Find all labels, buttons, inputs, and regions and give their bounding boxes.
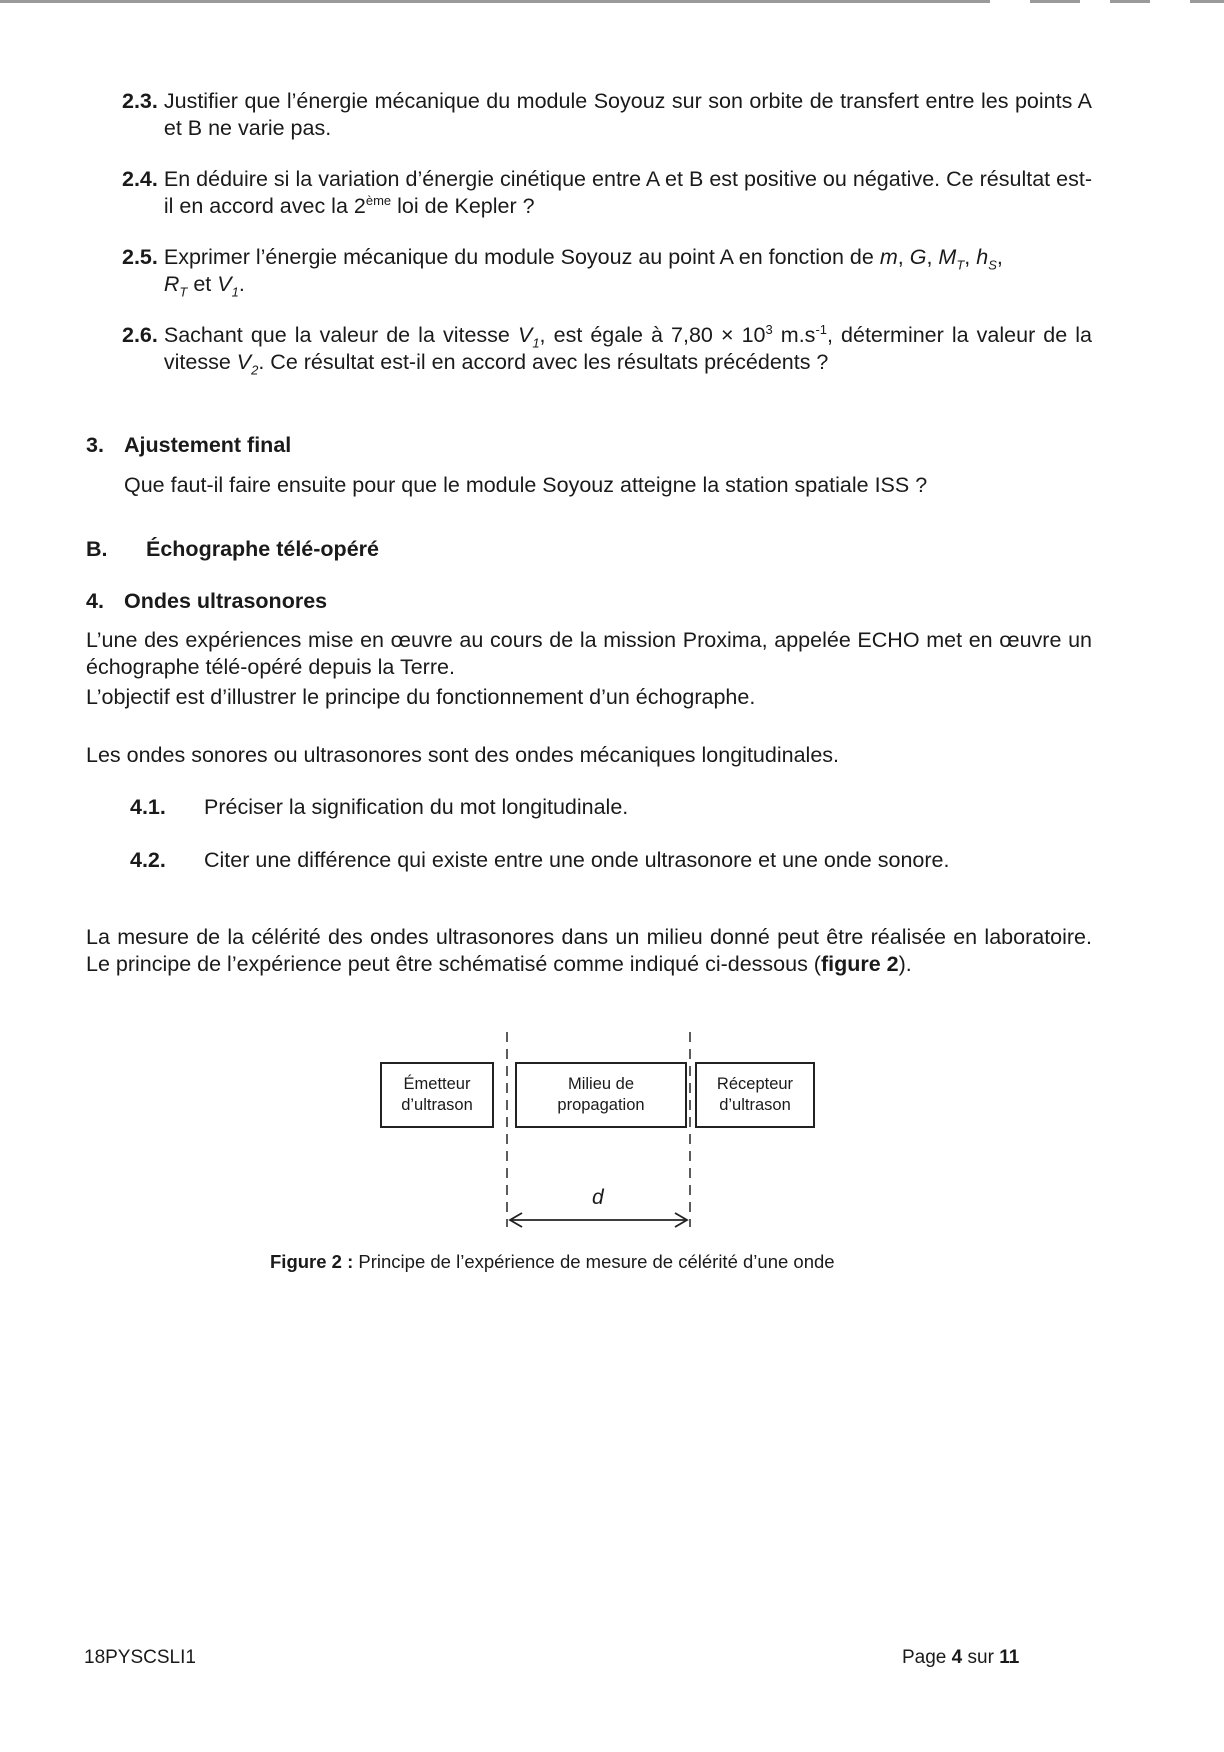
section-3-heading: 3. Ajustement final bbox=[86, 433, 292, 457]
page-number: Page 4 sur 11 bbox=[902, 1647, 1020, 1668]
section-4-paragraph-3: Les ondes sonores ou ultrasonores sont des ondes mécaniques longitudinales. bbox=[86, 743, 839, 767]
question-text: Justifier que l’énergie mécanique du module Soyouz sur son orbite de transfert entre les points A et B ne varie pas. bbox=[163, 89, 1092, 140]
section-4-paragraph-2: L’objectif est d’illustrer le principe du fonctionnement d’un échographe. bbox=[86, 685, 756, 709]
section-4-heading: 4. Ondes ultrasonores bbox=[86, 589, 328, 613]
question-text: En déduire si la variation d’énergie cinétique entre A et B est positive ou négative. Ce résultat est-il en accord avec la 2ème loi de Kepler ? bbox=[163, 167, 1092, 218]
question-number: 2.4. bbox=[122, 167, 158, 191]
section-4-paragraph-1: L’une des expériences mise en œuvre au cours de la mission Proxima, appelée ECHO met en œuvre un échographe télé-opéré depuis la Terre. bbox=[86, 628, 1092, 679]
section-b-heading: B. Échographe télé-opéré bbox=[86, 537, 379, 561]
medium-box: Milieu de propagation bbox=[515, 1062, 687, 1128]
question-number: 2.5. bbox=[122, 245, 158, 269]
page-top-rule bbox=[0, 0, 1224, 3]
question-2-6 bbox=[122, 322, 1092, 376]
document-code: 18PYSCSLI1 bbox=[84, 1647, 196, 1668]
question-2-5 bbox=[122, 244, 1092, 298]
question-4-1: 4.1. Préciser la signification du mot longitudinale. bbox=[130, 795, 629, 819]
question-2-3 bbox=[122, 88, 1092, 142]
section-4-paragraph-4: La mesure de la célérité des ondes ultrasonores dans un milieu donné peut être réalisée en laboratoire. Le principe de l’expérience peut être schématisé comme indiqué ci-dessous (figure 2). bbox=[86, 925, 1092, 976]
question-2-4 bbox=[122, 166, 1092, 220]
question-number: 2.6. bbox=[122, 323, 158, 347]
receiver-box: Récepteur d’ultrason bbox=[695, 1062, 815, 1128]
emitter-box: Émetteur d’ultrason bbox=[380, 1062, 494, 1128]
question-4-2: 4.2. Citer une différence qui existe entre une onde ultrasonore et une onde sonore. bbox=[130, 848, 950, 872]
question-number: 2.3. bbox=[122, 89, 158, 113]
section-3-text: Que faut-il faire ensuite pour que le module Soyouz atteigne la station spatiale ISS ? bbox=[124, 473, 928, 497]
question-text: Sachant que la valeur de la vitesse $V_1$, est égale à $7,80 \times 10^3$ $m.s^{-1}$, déterminer la valeur de la vitesse $V_2$. Ce résultat est-il en accord avec les résultats précédents ? bbox=[163, 321, 1093, 378]
figure-2-diagram bbox=[370, 1032, 830, 1232]
figure-2-caption: Figure 2 : Principe de l’expérience de mesure de célérité d’une onde bbox=[270, 1251, 835, 1272]
question-text: Exprimer l’énergie mécanique du module Soyouz au point A en fonction de m, G, $M_T$, $h_S$, $R_T$ et $V_1$. bbox=[163, 245, 1003, 300]
distance-label: d bbox=[592, 1186, 604, 1209]
